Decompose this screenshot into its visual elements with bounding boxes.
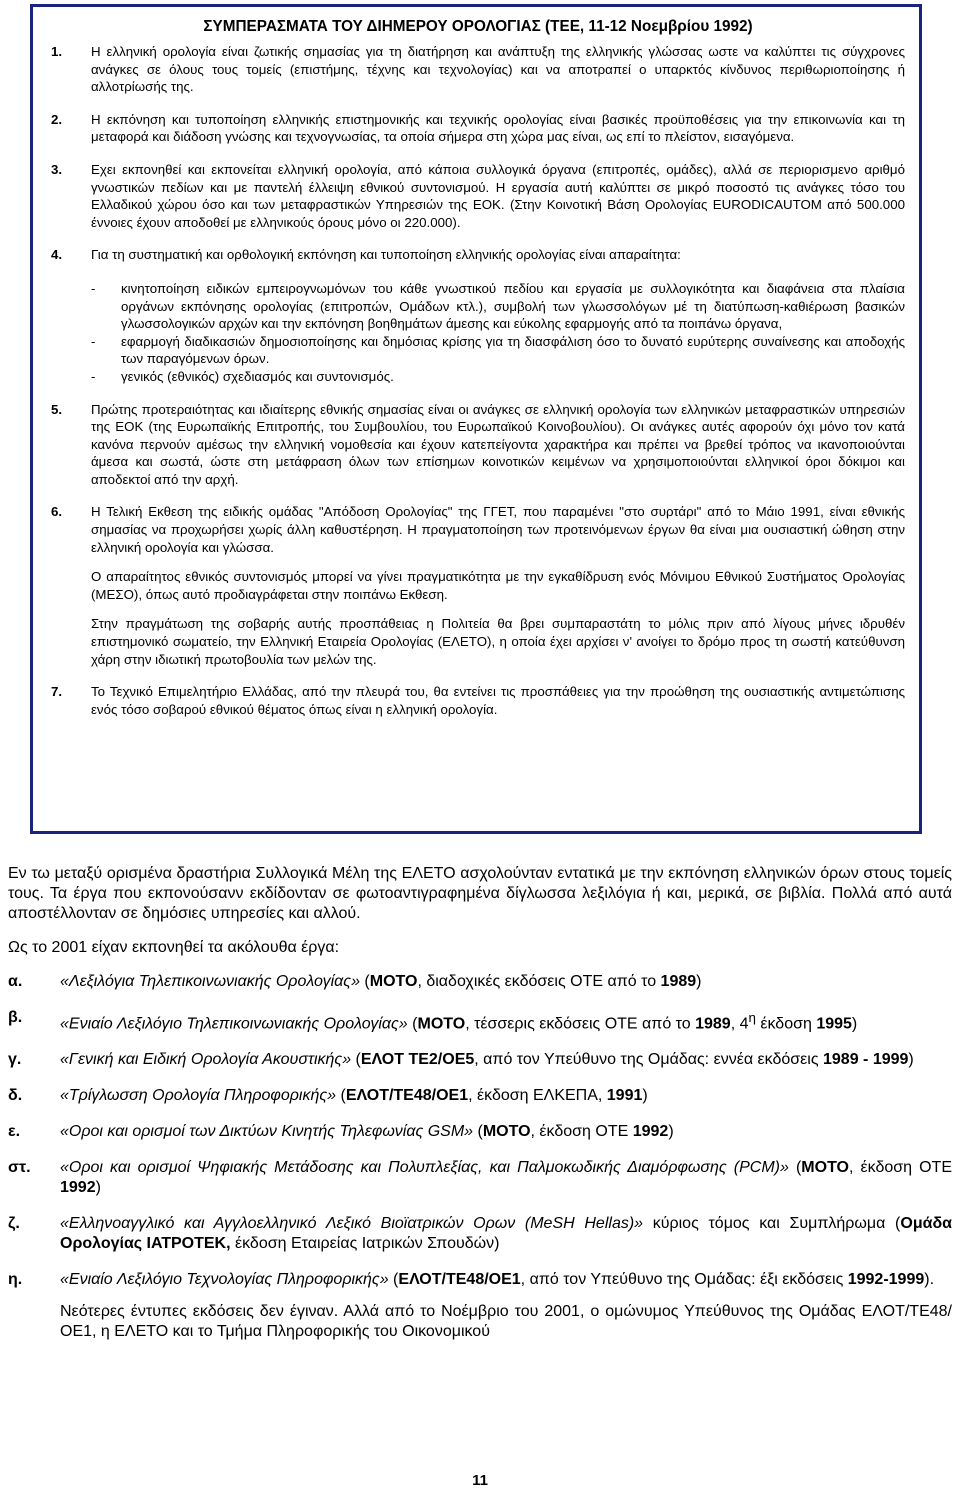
list-item xyxy=(8,1270,952,1290)
work-years: 1989 xyxy=(695,1015,731,1033)
work-org: ΕΛΟΤ/ΤΕ48/ΟΕ1 xyxy=(398,1271,521,1289)
intro-paragraph: Εν τω μεταξύ ορισμένα δραστήρια Συλλογικά Μέλη της ΕΛΕΤΟ ασχολούνταν εντατικά με την εκπόνηση ελληνικών όρων στους τομείς τους. Τα έργα που εκπονούσανν εκδίδονταν σε φωτοαντιγραφημένα δίγλωσσα λεξιλόγια ή και, μερικά, σε βιβλία. Πολλά από αυτά αποστέλλονταν σε δημόσιες υπηρεσίες και αλλού. xyxy=(8,865,952,922)
work-text: «Γενική και Ειδική Ορολογία Ακουστικής» (ΕΛΟΤ ΤΕ2/ΟΕ5, από τον Υπεύθυνο της Ομάδας: εννέα εκδόσεις 1989 - 1999) xyxy=(60,1051,914,1069)
work-years: 1991 xyxy=(606,1087,643,1105)
list-item xyxy=(8,1122,952,1142)
work-org: ΜΟΤΟ xyxy=(482,1123,531,1141)
conclusion-item-2 xyxy=(51,111,905,146)
work-title: «Ενιαίο Λεξιλόγιο Τεχνολογίας Πληροφορικής» xyxy=(60,1271,389,1289)
work-text: «Ενιαίο Λεξιλόγιο Τεχνολογίας Πληροφορικής» (ΕΛΟΤ/ΤΕ48/ΟΕ1, από τον Υπεύθυνο της Ομάδας: έξι εκδόσεις 1992-1999). xyxy=(60,1271,935,1289)
item-number: 7. xyxy=(51,684,63,700)
item-number: 6. xyxy=(51,504,63,520)
work-org: ΜΟΤΟ xyxy=(417,1015,466,1033)
list-item xyxy=(91,333,905,368)
work-text: «Ενιαίο Λεξιλόγιο Τηλεπικοινωνιακής Ορολογίας» (ΜΟΤΟ, τέσσερις εκδόσεις ΟΤΕ από το 1989, $4^\eta$ έκδοση 1995) xyxy=(60,1010,858,1033)
work-label: β. xyxy=(8,1009,23,1026)
work-title: «Τρίγλωσση Ορολογία Πληροφορικής» xyxy=(60,1087,337,1105)
list-item xyxy=(8,972,952,992)
work-years: 1995 xyxy=(816,1015,852,1033)
work-title: «Γενική και Ειδική Ορολογία Ακουστικής» xyxy=(60,1051,352,1069)
work-years: 1989 xyxy=(660,973,697,990)
list-item xyxy=(8,1214,952,1254)
work-org: ΕΛΟΤ/ΤΕ48/ΟΕ1 xyxy=(345,1087,469,1105)
page-number: 11 xyxy=(472,1472,488,1489)
list-item xyxy=(91,280,905,333)
work-label: ζ. xyxy=(8,1215,20,1233)
work-org: ΜΟΤΟ xyxy=(801,1159,849,1177)
item-body xyxy=(91,503,905,668)
work-text: «Ελληνοαγγλικό και Αγγλοελληνικό Λεξικό Βιοϊατρικών Ορων (MeSH Hellas)» κύριος τόμος και Συμπλήρωμα (Ομάδα Ορολογίας ΙΑΤΡΟΤΕΚ, έκδοση Εταιρείας Ιατρικών Σπουδών) xyxy=(60,1215,952,1253)
item-text: Η εκπόνηση και τυποποίηση ελληνικής επιστημονικής και τεχνικής ορολογίας είναι βασικές προϋποθέσεις για την επικοινωνία και τη μεταφορά και διάδοση γνώσης και τεχνογνωσίας, τα οποία σήμερα στη χώρα μας είναι, ως επί το πλείστον, εισαγόμενα. xyxy=(91,111,905,145)
list-item xyxy=(8,1158,952,1198)
item-paragraph: Η Τελική Εκθεση της ειδικής ομάδας "Απόδοση Ορολογίας" της ΓΓΕΤ, που παραμένει "στο συρτάρι" από το Μάιο 1991, είναι εθνικής σημασίας να προχωρήσει χωρίς άλλη καθυστέρηση. Η πραγματοποίηση των προτεινόμενων έργων θα είναι μια ουσιαστική ώθηση στην ελληνική ορολογία και γλώσσα. xyxy=(91,504,905,555)
work-org: ΜΟΤΟ xyxy=(369,973,418,990)
conclusion-item-6 xyxy=(51,503,905,668)
work-title: «Οροι και ορισμοί των Δικτύων Κινητής Τηλεφωνίας GSM» xyxy=(60,1123,474,1141)
item-text: Για τη συστηματική και ορθολογική εκπόνηση και τυποποίηση ελληνικής ορολογίας είναι απαραίτητα: xyxy=(91,247,681,263)
item-number: 3. xyxy=(51,161,63,177)
work-title: «Λεξιλόγια Τηλεπικοινωνιακής Ορολογίας» xyxy=(60,973,360,990)
work-label: α. xyxy=(8,973,23,990)
closing-paragraph: Νεότερες έντυπες εκδόσεις δεν έγιναν. Αλλά από το Νοέμβριο του 2001, ο ομώνυμος Υπεύθυνος της Ομάδας ΕΛΟΤ/ΤΕ48/ΟΕ1, η ΕΛΕΤΟ και το Τμήμα Πληροφορικής του Οικονομικού xyxy=(60,1303,952,1341)
work-text: «Οροι και ορισμοί Ψηφιακής Μετάδοσης και Πολυπλεξίας, και Παλμοκωδικής Διαμόρφωσης (PCM)» (ΜΟΤΟ, έκδοση ΟΤΕ 1992) xyxy=(60,1159,953,1197)
work-title: «Ελληνοαγγλικό και Αγγλοελληνικό Λεξικό Βιοϊατρικών Ορων (MeSH Hellas)» xyxy=(60,1215,644,1233)
conclusions-box xyxy=(30,4,922,834)
work-years: 1992 xyxy=(632,1123,669,1141)
list-item-text: εφαρμογή διαδικασιών δημοσιοποίησης και δημόσιας κρίσης για τη διασφάλιση όσο το δυνατό ευρύτερης συναίνεσης και αποδοχής των παραγόμενων όρων. xyxy=(121,333,905,367)
work-org: Ομάδα Ορολογίας ΙΑΤΡΟΤΕΚ, xyxy=(60,1215,952,1253)
main-text xyxy=(8,864,952,1356)
dash-marker: - xyxy=(91,368,96,384)
item-number: 4. xyxy=(51,247,63,263)
list-item-text: κινητοποίηση ειδικών εμπειρογνωμόνων του κάθε γνωστικού πεδίου και εργασία με συλλογικότητα και διαφάνεια στα πλαίσια οργάνων εκπόνησης ορολογίας (επιτροπών, Ομάδων κτλ.), συμβολή των γλωσσολόγων μέ τη διατύπωση-καθιέρωση βασικών γλωσσολογικών αρχών και την εκπόνηση βοηθημάτων άμεσης και εύκολης εφαρμογής από τα ποιπάνω όργανα, xyxy=(121,280,905,332)
item-number: 1. xyxy=(51,44,63,59)
item-text: Πρώτης προτεραιότητας και ιδιαίτερης εθνικής σημασίας είναι οι ανάγκες σε ελληνική ορολογία των ελληνικών μεταφραστικών υπηρεσιών της ΕΟΚ (της Ευρωπαϊκής Επιτροπής, του Συμβουλίου, του Ευρωπαϊκού Κοινοβουλίου). Οι ανάγκες αυτές αφορούν όχι μόνο τον κατά κανόνα περνούν αμέσως την ελληνική νομοθεσία και έχουν κατεπείγοντα χαρακτήρα και πρέπει να βρεθεί τρόπος να ικανοποιούνται άμεσα και σωστά, ώστε στη μετάφραση όλων των επίσημων κοινοτικών κειμένων να χρησιμοποιούνται ελληνικοί όροι δόκιμοι και αποδεκτοί από την αρχή. xyxy=(91,401,905,487)
conclusion-item-7 xyxy=(51,683,905,718)
dash-marker: - xyxy=(91,333,96,349)
item-text: Εχει εκπονηθεί και εκπονείται ελληνική ορολογία, από κάποια συλλογικά όργανα (επιτροπές, ομάδες), αλλά σε περιορισμενο αριθμό γνωστικών πεδίων και με παντελή έλλειψη εθνικού συντονισμού. Η εργασία αυτή καλύπτει σε μικρό ποσοστό τις ανάγκες τόσο του Ελλαδικού χώρου όσο και των μεταφραστικών Υπηρεσιών της ΕΟΚ. (Στην Κοινοτική Βάση Ορολογίας EURODICAUTOM από 500.000 έννοιες έχουν αποδοθεί με ελληνικούς όρους μόνο οι 220.000). xyxy=(91,161,905,230)
superscript: η xyxy=(748,1010,756,1025)
dash-marker: - xyxy=(91,280,96,296)
work-label: δ. xyxy=(8,1087,23,1105)
list-item xyxy=(8,1086,952,1106)
list-item-text: γενικός (εθνικός) σχεδιασμός και συντονισμός. xyxy=(121,368,394,384)
item-paragraph: Στην πραγμάτωση της σοβαρής αυτής προσπάθειας η Πολιτεία θα βρει συμπαραστάτη το μόλις πριν από λίγους μήνες ιδρυθέν επιστημονικό σωματείο, την Ελληνική Εταιρεία Ορολογίας (ΕΛΕΤΟ), η οποία έχει αρχίσει ν' ανοίγει το δρόμο προς τη σωστή κατεύθυνση χάρη στην ιδιωτική πρωτοβουλία των μελών της. xyxy=(91,616,905,667)
conclusions-title: ΣΥΜΠΕΡΑΣΜΑΤΑ ΤΟΥ ΔΙΗΜΕΡΟΥ ΟΡΟΛΟΓΙΑΣ (ΤΕΕ, 11-12 Νοεμβρίου 1992) xyxy=(203,18,753,35)
work-label: γ. xyxy=(8,1051,22,1069)
item-text: Το Τεχνικό Επιμελητήριο Ελλάδας, από την πλευρά του, θα εντείνει τις προσπάθειες για την προώθηση της ουσιαστικής αντιμετώπισης ενός τόσο σοβαρού εθνικού θέματος όπως είναι η ελληνική ορολογία. xyxy=(91,684,905,717)
item-body xyxy=(91,246,905,385)
conclusion-item-1 xyxy=(51,43,905,96)
work-years: 1992-1999 xyxy=(847,1271,925,1289)
requirements-list xyxy=(91,280,905,386)
work-label: ε. xyxy=(8,1123,21,1141)
works-list xyxy=(8,972,952,1290)
work-text: «Οροι και ορισμοί των Δικτύων Κινητής Τηλεφωνίας GSM» (ΜΟΤΟ, έκδοση ΟΤΕ 1992) xyxy=(60,1123,674,1141)
work-label: στ. xyxy=(8,1159,31,1177)
work-org: ΕΛΟΤ ΤΕ2/ΟΕ5 xyxy=(360,1051,475,1069)
works-heading: Ως το 2001 είχαν εκπονηθεί τα ακόλουθα έργα: xyxy=(8,939,340,956)
work-label: η. xyxy=(8,1271,23,1289)
conclusion-item-3 xyxy=(51,161,905,231)
work-years: 1992 xyxy=(60,1179,96,1197)
list-item xyxy=(8,1008,952,1034)
work-title: «Οροι και ορισμοί Ψηφιακής Μετάδοσης και Πολυπλεξίας, και Παλμοκωδικής Διαμόρφωσης (PCM)» xyxy=(60,1159,789,1177)
work-text: «Λεξιλόγια Τηλεπικοινωνιακής Ορολογίας» (ΜΟΤΟ, διαδοχικές εκδόσεις ΟΤΕ από το 1989) xyxy=(60,973,702,990)
item-text: Η ελληνική ορολογία είναι ζωτικής σημασίας για τη διατήρηση και ανάπτυξη της ελληνικής γλώσσας ωστε να καλύπτει τις σύγχρονες ανάγκες σε όλους τους τομείς (επιστήμης, τέχνης και τεχνολογίας) και να αποτραπεί ο υπαρκτός κίνδυνος περιθωριοποίησης ή αλλοτρίωσής της. xyxy=(91,44,905,95)
work-years: 1989 - 1999 xyxy=(823,1051,909,1069)
item-number: 2. xyxy=(51,111,63,127)
item-number: 5. xyxy=(51,401,63,417)
list-item xyxy=(91,368,905,386)
conclusion-item-4 xyxy=(51,246,905,385)
conclusion-item-5 xyxy=(51,401,905,489)
list-item xyxy=(8,1050,952,1070)
item-paragraph: Ο απαραίτητος εθνικός συντονισμός μπορεί να γίνει πραγματικότητα με την εγκαθίδρυση ενός Μόνιμου Εθνικού Συστήματος Ορολογίας (ΜΕΣΟ), όπως αυτό προδιαγράφεται στην ποιπάνω Εκθεση. xyxy=(91,569,905,602)
work-title: «Ενιαίο Λεξιλόγιο Τηλεπικοινωνιακής Ορολογίας» xyxy=(60,1015,408,1033)
work-text: «Τρίγλωσση Ορολογία Πληροφορικής» (ΕΛΟΤ/ΤΕ48/ΟΕ1, έκδοση ΕΛΚΕΠΑ, 1991) xyxy=(60,1087,648,1105)
